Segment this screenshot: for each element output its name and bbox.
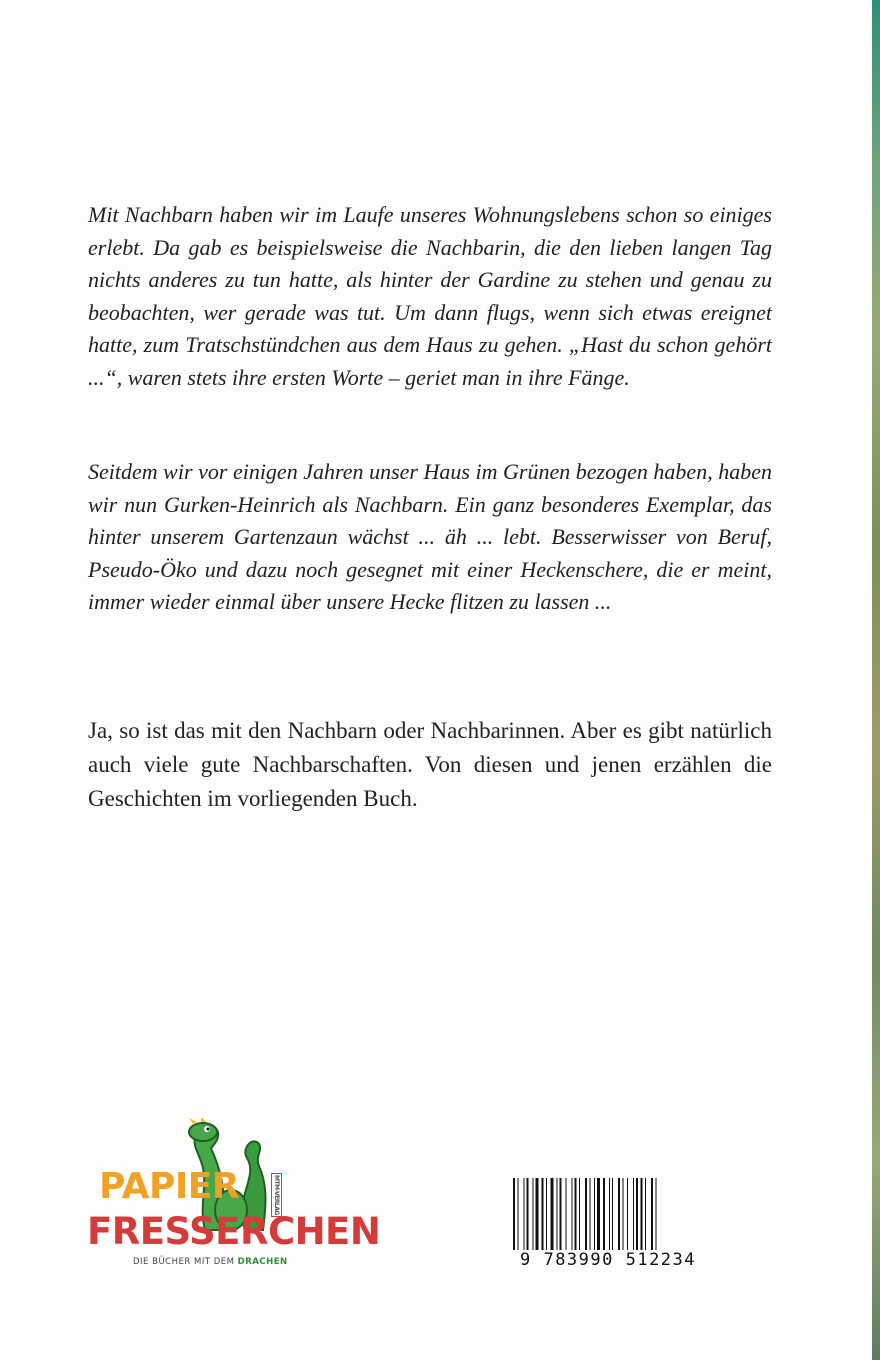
logo-tagline-highlight: DRACHEN xyxy=(237,1257,288,1267)
book-spine-edge xyxy=(872,0,880,1360)
logo-verlag-badge: MTM-VERLAG xyxy=(273,1175,280,1215)
isbn-barcode xyxy=(503,1172,713,1272)
isbn-number: 9 783990 512234 xyxy=(503,1250,713,1270)
publisher-logo xyxy=(85,1118,381,1278)
logo-tagline xyxy=(133,1257,288,1267)
blurb-paragraph-2: Seitdem wir vor einigen Jahren unser Haus im Grünen bezogen haben, haben wir nun Gurken-Heinrich als Nachbarn. Ein ganz besonderes Exemplar, das hinter unserem Gartenzaun wächst ... äh ... lebt. Besserwisser von Beruf, Pseudo-Öko und dazu noch gesegnet mit einer Heckenschere, die er meint, immer wieder einmal über unsere Hecke flitzen zu lassen ... xyxy=(88,459,772,614)
logo-word-fresserchen: FRESSERCHEN xyxy=(87,1210,381,1253)
blurb-paragraph-3: Ja, so ist das mit den Nachbarn oder Nachbarinnen. Aber es gibt natürlich auch viele gute Nachbarschaften. Von diesen und jenen erzählen die Geschichten im vorliegenden Buch. xyxy=(88,718,772,811)
blurb-paragraph-1: Mit Nachbarn haben wir im Laufe unseres Wohnungslebens schon so einiges erlebt. Da gab es beispielsweise die Nachbarin, die den lieben langen Tag nichts anderes zu tun hatte, als hinter der Gardine zu stehen und genau zu beobachten, wer gerade was tut. Um dann flugs, wenn sich etwas ereignet hatte, zum Tratschstündchen aus dem Haus zu gehen. „Hast du schon gehört ...“, waren stets ihre ersten Worte – geriet man in ihre Fänge. xyxy=(88,202,772,390)
logo-tagline-prefix: DIE BÜCHER MIT DEM xyxy=(133,1257,235,1267)
logo-word-papier: PAPIER xyxy=(99,1166,240,1207)
